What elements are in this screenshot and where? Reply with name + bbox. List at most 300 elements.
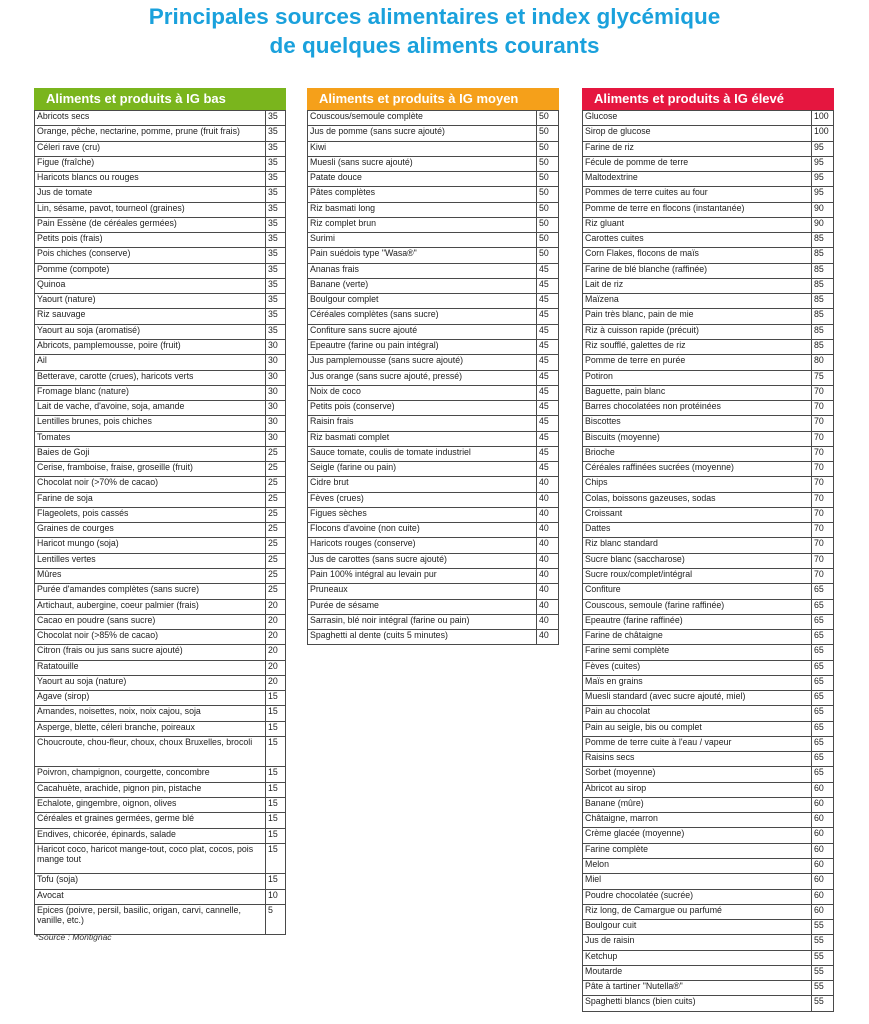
table-row xyxy=(308,339,559,354)
table-row xyxy=(308,202,559,217)
food-name: Lentilles vertes xyxy=(35,553,266,568)
food-name: Chocolat noir (>85% de cacao) xyxy=(35,630,266,645)
table-row xyxy=(583,401,834,416)
glycemic-index-value: 50 xyxy=(537,126,559,141)
table-row xyxy=(35,736,286,767)
food-name: Potiron xyxy=(583,370,812,385)
table-row xyxy=(583,782,834,797)
table-row xyxy=(35,233,286,248)
table-row xyxy=(583,156,834,171)
table-row xyxy=(35,675,286,690)
glycemic-index-value: 70 xyxy=(812,492,834,507)
table-row xyxy=(35,813,286,828)
table-row xyxy=(583,141,834,156)
table-row xyxy=(308,248,559,263)
food-name: Farine de châtaigne xyxy=(583,630,812,645)
glycemic-index-value: 85 xyxy=(812,233,834,248)
food-name: Pois chiches (conserve) xyxy=(35,248,266,263)
low-ig-table xyxy=(34,110,286,935)
food-name: Banane (mûre) xyxy=(583,797,812,812)
glycemic-index-value: 45 xyxy=(537,401,559,416)
glycemic-index-value: 70 xyxy=(812,477,834,492)
glycemic-index-value: 25 xyxy=(266,568,286,583)
glycemic-index-value: 55 xyxy=(812,981,834,996)
high-ig-table xyxy=(582,110,834,1012)
table-row xyxy=(35,706,286,721)
glycemic-index-value: 65 xyxy=(812,675,834,690)
food-name: Pain Essène (de céréales germées) xyxy=(35,217,266,232)
table-row xyxy=(35,599,286,614)
table-row xyxy=(308,431,559,446)
glycemic-index-value: 20 xyxy=(266,660,286,675)
glycemic-index-value: 25 xyxy=(266,446,286,461)
glycemic-index-value: 35 xyxy=(266,156,286,171)
table-row xyxy=(308,156,559,171)
glycemic-index-value: 95 xyxy=(812,172,834,187)
glycemic-index-value: 70 xyxy=(812,507,834,522)
table-row xyxy=(583,996,834,1011)
glycemic-index-value: 60 xyxy=(812,859,834,874)
table-row xyxy=(35,324,286,339)
table-row xyxy=(583,248,834,263)
glycemic-index-value: 35 xyxy=(266,233,286,248)
table-row xyxy=(308,278,559,293)
food-name: Avocat xyxy=(35,889,266,904)
food-name: Pomme de terre cuite à l'eau / vapeur xyxy=(583,736,812,751)
table-row xyxy=(583,630,834,645)
table-row xyxy=(35,691,286,706)
food-name: Muesli (sans sucre ajouté) xyxy=(308,156,537,171)
glycemic-index-value: 65 xyxy=(812,706,834,721)
glycemic-index-value: 10 xyxy=(266,889,286,904)
food-name: Pain très blanc, pain de mie xyxy=(583,309,812,324)
table-row xyxy=(583,706,834,721)
glycemic-index-value: 50 xyxy=(537,111,559,126)
glycemic-index-value: 85 xyxy=(812,294,834,309)
food-name: Farine complète xyxy=(583,843,812,858)
table-row xyxy=(35,294,286,309)
glycemic-index-value: 65 xyxy=(812,660,834,675)
glycemic-index-value: 30 xyxy=(266,401,286,416)
food-name: Ratatouille xyxy=(35,660,266,675)
glycemic-index-value: 45 xyxy=(537,324,559,339)
glycemic-index-value: 35 xyxy=(266,172,286,187)
page-title: Principales sources alimentaires et index glycémique xyxy=(148,4,721,29)
food-name: Sarrasin, blé noir intégral (farine ou pain) xyxy=(308,614,537,629)
glycemic-index-value: 15 xyxy=(266,828,286,843)
glycemic-index-value: 35 xyxy=(266,217,286,232)
food-name: Flageolets, pois cassés xyxy=(35,507,266,522)
table-row xyxy=(583,233,834,248)
glycemic-index-value: 60 xyxy=(812,843,834,858)
table-row xyxy=(583,538,834,553)
glycemic-index-value: 60 xyxy=(812,828,834,843)
food-name: Riz basmati long xyxy=(308,202,537,217)
glycemic-index-value: 70 xyxy=(812,553,834,568)
glycemic-index-value: 15 xyxy=(266,797,286,812)
table-row xyxy=(583,645,834,660)
glycemic-index-value: 85 xyxy=(812,278,834,293)
glycemic-index-value: 45 xyxy=(537,355,559,370)
food-name: Cacao en poudre (sans sucre) xyxy=(35,614,266,629)
glycemic-index-value: 70 xyxy=(812,523,834,538)
food-name: Flocons d'avoine (non cuite) xyxy=(308,523,537,538)
table-row xyxy=(35,507,286,522)
food-name: Riz soufflé, galettes de riz xyxy=(583,339,812,354)
table-row xyxy=(583,324,834,339)
table-row xyxy=(583,797,834,812)
glycemic-index-value: 40 xyxy=(537,492,559,507)
food-name: Miel xyxy=(583,874,812,889)
glycemic-index-value: 95 xyxy=(812,141,834,156)
food-name: Farine de blé blanche (raffinée) xyxy=(583,263,812,278)
food-name: Baies de Goji xyxy=(35,446,266,461)
food-name: Pomme de terre en flocons (instantanée) xyxy=(583,202,812,217)
glycemic-index-value: 60 xyxy=(812,874,834,889)
glycemic-index-value: 15 xyxy=(266,736,286,767)
table-row xyxy=(583,813,834,828)
glycemic-index-value: 65 xyxy=(812,599,834,614)
food-name: Jus de raisin xyxy=(583,935,812,950)
glycemic-index-value: 30 xyxy=(266,385,286,400)
food-name: Pruneaux xyxy=(308,584,537,599)
food-name: Cidre brut xyxy=(308,477,537,492)
table-row xyxy=(35,431,286,446)
glycemic-index-value: 15 xyxy=(266,782,286,797)
table-row xyxy=(583,431,834,446)
table-row xyxy=(583,477,834,492)
food-name: Baguette, pain blanc xyxy=(583,385,812,400)
food-name: Seigle (farine ou pain) xyxy=(308,462,537,477)
table-row xyxy=(35,797,286,812)
glycemic-index-value: 25 xyxy=(266,507,286,522)
table-row xyxy=(35,202,286,217)
source-note: *Source : Montignac xyxy=(35,932,112,942)
food-name: Purée de sésame xyxy=(308,599,537,614)
food-name: Jus pamplemousse (sans sucre ajouté) xyxy=(308,355,537,370)
glycemic-index-value: 15 xyxy=(266,813,286,828)
food-name: Patate douce xyxy=(308,172,537,187)
table-row xyxy=(583,752,834,767)
table-row xyxy=(308,462,559,477)
glycemic-index-value: 70 xyxy=(812,462,834,477)
glycemic-index-value: 65 xyxy=(812,584,834,599)
food-name: Figues sèches xyxy=(308,507,537,522)
glycemic-index-value: 100 xyxy=(812,126,834,141)
glycemic-index-value: 25 xyxy=(266,523,286,538)
table-row xyxy=(35,172,286,187)
food-name: Lentilles brunes, pois chiches xyxy=(35,416,266,431)
glycemic-index-value: 65 xyxy=(812,630,834,645)
table-row xyxy=(35,126,286,141)
food-name: Dattes xyxy=(583,523,812,538)
food-name: Fromage blanc (nature) xyxy=(35,385,266,400)
table-row xyxy=(583,904,834,919)
food-name: Boulgour cuit xyxy=(583,920,812,935)
table-row xyxy=(583,950,834,965)
table-row xyxy=(35,660,286,675)
food-name: Yaourt au soja (aromatisé) xyxy=(35,324,266,339)
table-row xyxy=(583,981,834,996)
glycemic-index-value: 15 xyxy=(266,691,286,706)
table-row xyxy=(583,446,834,461)
food-name: Fèves (cuites) xyxy=(583,660,812,675)
table-row xyxy=(308,553,559,568)
table-row xyxy=(35,614,286,629)
glycemic-index-value: 30 xyxy=(266,355,286,370)
table-row xyxy=(35,492,286,507)
table-row xyxy=(35,904,286,935)
glycemic-index-value: 20 xyxy=(266,675,286,690)
table-row xyxy=(583,889,834,904)
food-name: Abricots, pamplemousse, poire (fruit) xyxy=(35,339,266,354)
glycemic-index-value: 35 xyxy=(266,294,286,309)
food-name: Pomme (compote) xyxy=(35,263,266,278)
glycemic-index-value: 45 xyxy=(537,309,559,324)
table-row xyxy=(583,385,834,400)
low-ig-section xyxy=(34,88,286,935)
food-name: Fécule de pomme de terre xyxy=(583,156,812,171)
food-name: Orange, pêche, nectarine, pomme, prune (fruit frais) xyxy=(35,126,266,141)
glycemic-index-value: 25 xyxy=(266,462,286,477)
glycemic-index-value: 50 xyxy=(537,233,559,248)
table-row xyxy=(35,462,286,477)
glycemic-index-value: 55 xyxy=(812,950,834,965)
glycemic-index-value: 40 xyxy=(537,630,559,645)
glycemic-index-value: 45 xyxy=(537,278,559,293)
table-row xyxy=(308,492,559,507)
food-name: Raisin frais xyxy=(308,416,537,431)
table-row xyxy=(583,691,834,706)
table-row xyxy=(308,141,559,156)
food-name: Sucre roux/complet/intégral xyxy=(583,568,812,583)
food-name: Ail xyxy=(35,355,266,370)
food-name: Couscous/semoule complète xyxy=(308,111,537,126)
table-row xyxy=(35,339,286,354)
table-row xyxy=(583,309,834,324)
food-name: Abricots secs xyxy=(35,111,266,126)
food-name: Kiwi xyxy=(308,141,537,156)
medium-ig-table xyxy=(307,110,559,645)
food-name: Pain au chocolat xyxy=(583,706,812,721)
food-name: Purée d'amandes complètes (sans sucre) xyxy=(35,584,266,599)
glycemic-index-value: 85 xyxy=(812,339,834,354)
medium-ig-header: Aliments et produits à IG moyen xyxy=(307,88,559,110)
food-name: Haricots blancs ou rouges xyxy=(35,172,266,187)
glycemic-index-value: 70 xyxy=(812,401,834,416)
food-name: Couscous, semoule (farine raffinée) xyxy=(583,599,812,614)
food-name: Crème glacée (moyenne) xyxy=(583,828,812,843)
table-row xyxy=(308,126,559,141)
food-name: Asperge, blette, céleri branche, poireaux xyxy=(35,721,266,736)
table-row xyxy=(35,584,286,599)
table-row xyxy=(583,370,834,385)
glycemic-index-value: 20 xyxy=(266,645,286,660)
food-name: Brioche xyxy=(583,446,812,461)
table-row xyxy=(583,660,834,675)
food-name: Céréales et graines germées, germe blé xyxy=(35,813,266,828)
glycemic-index-value: 45 xyxy=(537,431,559,446)
food-name: Farine semi complète xyxy=(583,645,812,660)
table-row xyxy=(583,126,834,141)
table-row xyxy=(35,828,286,843)
glycemic-index-value: 40 xyxy=(537,477,559,492)
food-name: Sorbet (moyenne) xyxy=(583,767,812,782)
food-name: Quinoa xyxy=(35,278,266,293)
glycemic-index-value: 5 xyxy=(266,904,286,935)
glycemic-index-value: 65 xyxy=(812,614,834,629)
table-row xyxy=(35,355,286,370)
table-row xyxy=(308,217,559,232)
food-name: Ketchup xyxy=(583,950,812,965)
food-name: Maïs en grains xyxy=(583,675,812,690)
table-row xyxy=(583,965,834,980)
food-name: Epeautre (farine raffinée) xyxy=(583,614,812,629)
food-name: Riz complet brun xyxy=(308,217,537,232)
glycemic-index-value: 90 xyxy=(812,202,834,217)
glycemic-index-value: 15 xyxy=(266,706,286,721)
table-row xyxy=(35,156,286,171)
food-name: Figue (fraîche) xyxy=(35,156,266,171)
page-subtitle: de quelques aliments courants xyxy=(269,33,600,58)
food-name: Cerise, framboise, fraise, groseille (fruit) xyxy=(35,462,266,477)
food-name: Epeautre (farine ou pain intégral) xyxy=(308,339,537,354)
food-name: Artichaut, aubergine, coeur palmier (frais) xyxy=(35,599,266,614)
glycemic-index-value: 50 xyxy=(537,141,559,156)
food-name: Yaourt au soja (nature) xyxy=(35,675,266,690)
glycemic-index-value: 50 xyxy=(537,156,559,171)
glycemic-index-value: 65 xyxy=(812,691,834,706)
glycemic-index-value: 35 xyxy=(266,309,286,324)
glycemic-index-value: 45 xyxy=(537,385,559,400)
food-name: Barres chocolatées non protéinées xyxy=(583,401,812,416)
table-row xyxy=(583,767,834,782)
glycemic-index-value: 100 xyxy=(812,111,834,126)
glycemic-index-value: 85 xyxy=(812,263,834,278)
glycemic-index-value: 60 xyxy=(812,782,834,797)
food-name: Haricots rouges (conserve) xyxy=(308,538,537,553)
glycemic-index-value: 80 xyxy=(812,355,834,370)
food-name: Choucroute, chou-fleur, choux, choux Bruxelles, brocoli xyxy=(35,736,266,767)
food-name: Muesli standard (avec sucre ajouté, miel) xyxy=(583,691,812,706)
glycemic-index-value: 55 xyxy=(812,935,834,950)
table-row xyxy=(308,355,559,370)
food-name: Céréales raffinées sucrées (moyenne) xyxy=(583,462,812,477)
glycemic-index-value: 85 xyxy=(812,248,834,263)
glycemic-index-value: 65 xyxy=(812,721,834,736)
medium-ig-section xyxy=(307,88,559,645)
table-row xyxy=(35,278,286,293)
table-row xyxy=(35,843,286,874)
table-row xyxy=(35,767,286,782)
glycemic-index-value: 35 xyxy=(266,324,286,339)
food-name: Chips xyxy=(583,477,812,492)
table-row xyxy=(583,874,834,889)
table-row xyxy=(583,599,834,614)
table-row xyxy=(308,523,559,538)
food-name: Agave (sirop) xyxy=(35,691,266,706)
glycemic-index-value: 35 xyxy=(266,278,286,293)
glycemic-index-value: 70 xyxy=(812,416,834,431)
table-row xyxy=(35,645,286,660)
food-name: Melon xyxy=(583,859,812,874)
food-name: Céleri rave (cru) xyxy=(35,141,266,156)
table-row xyxy=(583,614,834,629)
table-row xyxy=(308,370,559,385)
food-name: Riz sauvage xyxy=(35,309,266,324)
glycemic-index-value: 70 xyxy=(812,446,834,461)
table-row xyxy=(308,584,559,599)
food-name: Echalote, gingembre, oignon, olives xyxy=(35,797,266,812)
food-name: Poivron, champignon, courgette, concombre xyxy=(35,767,266,782)
table-row xyxy=(308,507,559,522)
table-row xyxy=(35,721,286,736)
table-row xyxy=(308,263,559,278)
food-name: Boulgour complet xyxy=(308,294,537,309)
table-row xyxy=(35,370,286,385)
food-name: Châtaigne, marron xyxy=(583,813,812,828)
glycemic-index-value: 35 xyxy=(266,248,286,263)
food-name: Jus de tomate xyxy=(35,187,266,202)
table-row xyxy=(583,553,834,568)
food-name: Sirop de glucose xyxy=(583,126,812,141)
glycemic-index-value: 65 xyxy=(812,645,834,660)
glycemic-index-value: 60 xyxy=(812,904,834,919)
glycemic-index-value: 45 xyxy=(537,263,559,278)
food-name: Sauce tomate, coulis de tomate industriel xyxy=(308,446,537,461)
table-row xyxy=(583,202,834,217)
glycemic-index-value: 50 xyxy=(537,202,559,217)
glycemic-index-value: 35 xyxy=(266,202,286,217)
table-row xyxy=(583,523,834,538)
glycemic-index-value: 95 xyxy=(812,187,834,202)
glycemic-index-value: 40 xyxy=(537,614,559,629)
food-name: Chocolat noir (>70% de cacao) xyxy=(35,477,266,492)
table-row xyxy=(583,721,834,736)
table-row xyxy=(583,584,834,599)
food-name: Pain au seigle, bis ou complet xyxy=(583,721,812,736)
glycemic-index-value: 25 xyxy=(266,553,286,568)
table-row xyxy=(35,630,286,645)
table-row xyxy=(35,477,286,492)
table-row xyxy=(35,141,286,156)
food-name: Spaghetti al dente (cuits 5 minutes) xyxy=(308,630,537,645)
table-row xyxy=(35,248,286,263)
food-name: Biscottes xyxy=(583,416,812,431)
table-row xyxy=(308,187,559,202)
table-row xyxy=(583,568,834,583)
food-name: Tomates xyxy=(35,431,266,446)
food-name: Riz long, de Camargue ou parfumé xyxy=(583,904,812,919)
glycemic-index-value: 45 xyxy=(537,339,559,354)
glycemic-index-value: 55 xyxy=(812,920,834,935)
food-name: Glucose xyxy=(583,111,812,126)
table-row xyxy=(35,385,286,400)
high-ig-section xyxy=(582,88,834,1012)
food-name: Confiture sans sucre ajouté xyxy=(308,324,537,339)
glycemic-index-value: 35 xyxy=(266,187,286,202)
table-row xyxy=(308,446,559,461)
food-name: Abricot au sirop xyxy=(583,782,812,797)
glycemic-index-value: 50 xyxy=(537,217,559,232)
glycemic-index-value: 15 xyxy=(266,767,286,782)
food-name: Mûres xyxy=(35,568,266,583)
glycemic-index-value: 40 xyxy=(537,538,559,553)
table-row xyxy=(583,935,834,950)
table-row xyxy=(583,828,834,843)
glycemic-index-value: 95 xyxy=(812,156,834,171)
glycemic-index-value: 55 xyxy=(812,996,834,1011)
